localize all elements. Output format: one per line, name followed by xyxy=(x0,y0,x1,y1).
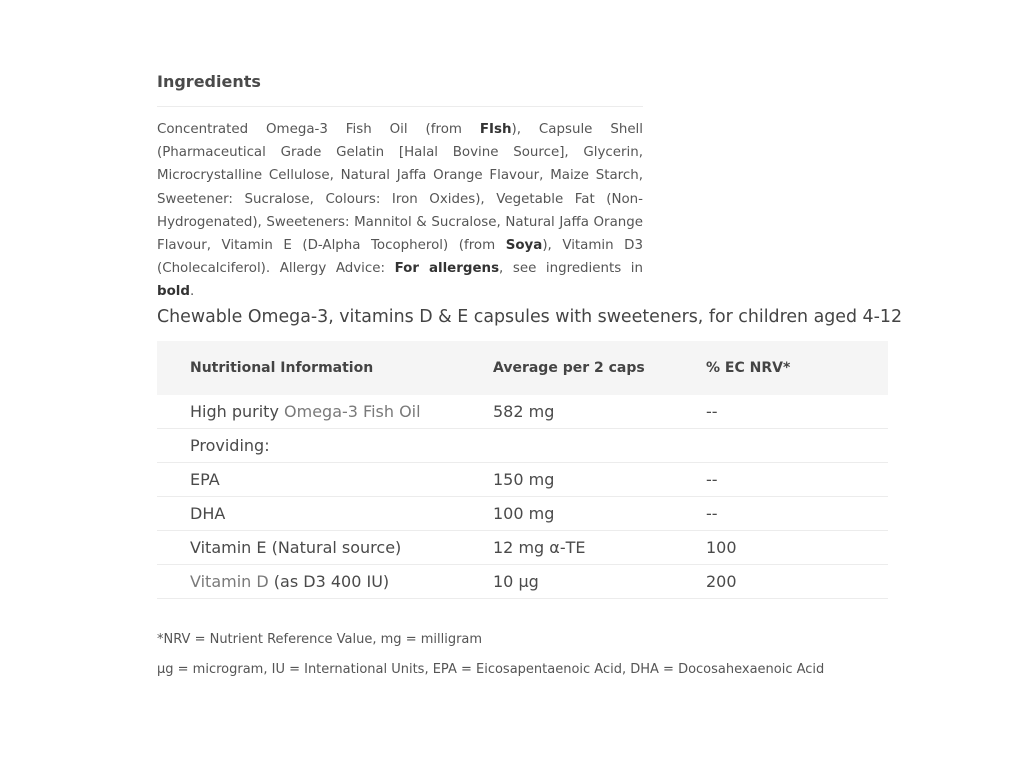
nutrition-table-title: Chewable Omega-3, vitamins D & E capsules with sweeteners, for children aged 4-12 xyxy=(157,307,903,327)
ingredients-segment: ), Vitamin D3 (Cholecalciferol). Allergy Advice: xyxy=(157,238,644,277)
ingredients-segment: , see ingredients in xyxy=(499,261,644,277)
nutrient-nrv: -- xyxy=(706,395,888,429)
nutrient-name-suffix: (as D3 400 IU) xyxy=(268,572,390,591)
nutrient-amount: 10 µg xyxy=(493,565,706,599)
vitamin-d-link[interactable]: Vitamin D xyxy=(190,572,269,591)
nutrient-name: DHA xyxy=(157,497,493,531)
table-row xyxy=(157,565,888,599)
nutrient-name: Providing: xyxy=(157,429,493,463)
nutrient-amount: 150 mg xyxy=(493,463,706,497)
nutrient-nrv: 200 xyxy=(706,565,888,599)
nutrient-nrv xyxy=(706,429,888,463)
ingredients-divider xyxy=(157,106,643,107)
nutrient-amount: 12 mg α-TE xyxy=(493,531,706,565)
table-row xyxy=(157,395,888,429)
omega-3-link[interactable]: Omega-3 Fish Oil xyxy=(284,402,421,421)
footnote-nrv: *NRV = Nutrient Reference Value, mg = milligram xyxy=(157,632,483,647)
nutrient-amount xyxy=(493,429,706,463)
allergy-advice-label: For allergens xyxy=(394,261,500,277)
header-ec-nrv: % EC NRV* xyxy=(706,341,888,395)
table-row xyxy=(157,463,888,497)
ingredients-segment: Concentrated Omega-3 Fish Oil (from xyxy=(157,122,480,137)
ingredients-segment: . xyxy=(189,284,195,300)
header-average-per-2-caps: Average per 2 caps xyxy=(493,341,706,395)
nutrient-name: EPA xyxy=(157,463,493,497)
nutrition-table xyxy=(157,341,888,599)
nutrient-amount: 582 mg xyxy=(493,395,706,429)
allergen-fish: FIsh xyxy=(479,122,512,137)
nutrient-name-prefix: High purity xyxy=(190,402,285,421)
nutrient-name: Vitamin E (Natural source) xyxy=(157,531,493,565)
ingredients-text xyxy=(157,118,643,304)
nutrient-nrv: 100 xyxy=(706,531,888,565)
nutrient-amount: 100 mg xyxy=(493,497,706,531)
ingredients-heading: Ingredients xyxy=(157,72,261,91)
nutrient-nrv: -- xyxy=(706,497,888,531)
allergen-soya: Soya xyxy=(505,238,543,254)
bold-word: bold xyxy=(157,284,190,300)
table-header-row xyxy=(157,341,888,395)
table-row xyxy=(157,531,888,565)
table-row xyxy=(157,429,888,463)
footnote-units: µg = microgram, IU = International Units, EPA = Eicosapentaenoic Acid, DHA = Docosahexaenoic Acid xyxy=(157,662,825,677)
header-nutritional-information: Nutritional Information xyxy=(157,341,493,395)
nutrient-nrv: -- xyxy=(706,463,888,497)
ingredients-segment: ), Capsule Shell (Pharmaceutical Grade Gelatin [Halal Bovine Source], Glycerin, Microcrystalline Cellulose, Natural Jaffa Orange Flavour, Maize Starch, Sweetener: Sucralose, Colours: Iron Oxides), Vegetable Fat (Non-Hydrogenated), Sweeteners: Mannitol & Sucralose, Natural Jaffa Orange Flavour, Vitamin E (D-Alpha Tocopherol) (from xyxy=(157,122,643,254)
nutrient-name xyxy=(157,395,493,429)
nutrient-name xyxy=(157,565,493,599)
table-row xyxy=(157,497,888,531)
